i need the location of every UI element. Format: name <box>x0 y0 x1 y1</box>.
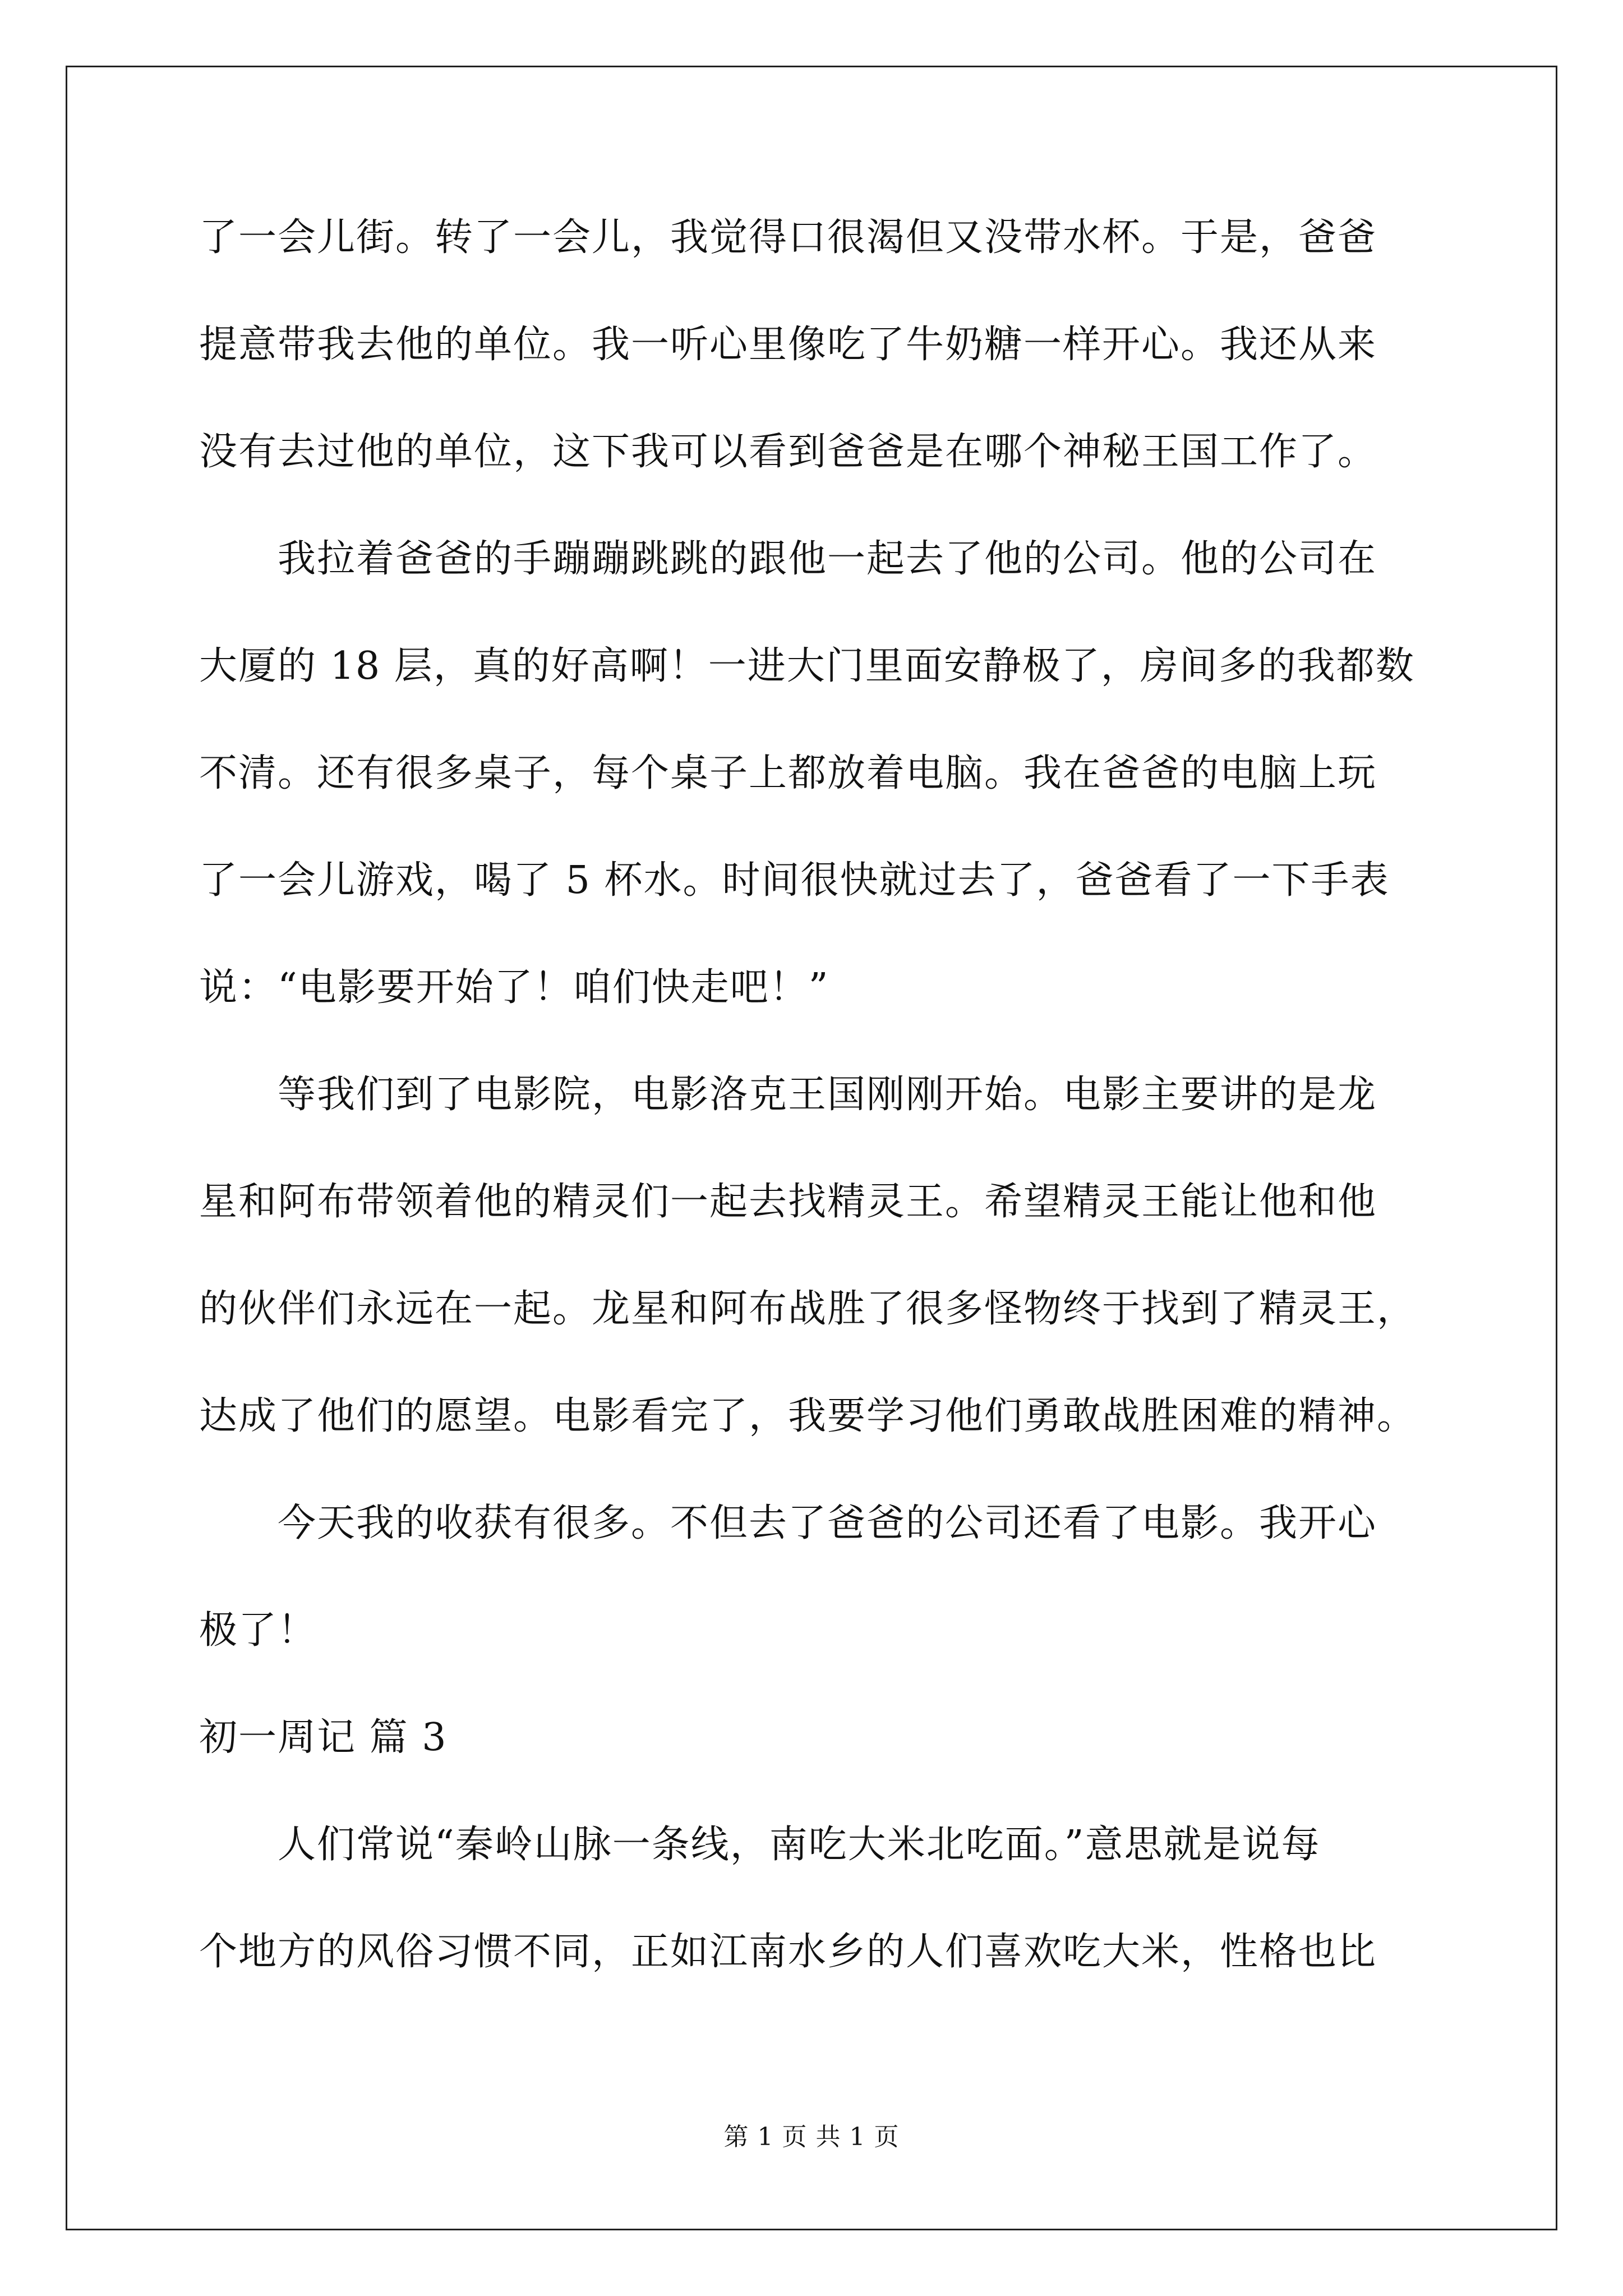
page-border <box>66 66 1557 2230</box>
text-line-11: 的伙伴们永远在一起。龙星和阿布战胜了很多怪物终于找到了精灵王， <box>199 1287 1417 1331</box>
text-line-4: 我拉着爸爸的手蹦蹦跳跳的跟他一起去了他的公司。他的公司在 <box>199 537 1377 581</box>
text-line-14: 极了！ <box>199 1608 317 1653</box>
text-line-10: 星和阿布带领着他的精灵们一起去找精灵王。希望精灵王能让他和他 <box>199 1180 1377 1224</box>
text-line-13: 今天我的收获有很多。不但去了爸爸的公司还看了电影。我开心 <box>199 1501 1377 1545</box>
text-line-6: 不清。还有很多桌子，每个桌子上都放着电脑。我在爸爸的电脑上玩 <box>199 751 1377 795</box>
text-line-8: 说：“电影要开始了！咱们快走吧！” <box>199 965 829 1010</box>
text-line-9: 等我们到了电影院，电影洛克王国刚刚开始。电影主要讲的是龙 <box>199 1073 1377 1117</box>
text-line-17: 个地方的风俗习惯不同，正如江南水乡的人们喜欢吃大米，性格也比 <box>199 1930 1377 1974</box>
text-line-2: 提意带我去他的单位。我一听心里像吃了牛奶糖一样开心。我还从来 <box>199 323 1377 367</box>
text-line-16: 人们常说“秦岭山脉一条线，南吃大米北吃面。”意思就是说每 <box>199 1823 1321 1867</box>
text-line-12: 达成了他们的愿望。电影看完了，我要学习他们勇敢战胜困难的精神。 <box>199 1394 1417 1438</box>
text-line-3: 没有去过他的单位，这下我可以看到爸爸是在哪个神秘王国工作了。 <box>199 430 1377 474</box>
page-footer: 第 1 页 共 1 页 <box>723 2123 900 2151</box>
text-line-7: 了一会儿游戏，喝了 5 杯水。时间很快就过去了，爸爸看了一下手表 <box>199 858 1390 903</box>
section-heading: 初一周记 篇 3 <box>199 1715 448 1760</box>
text-line-5: 大厦的 18 层，真的好高啊！一进大门里面安静极了，房间多的我都数 <box>199 644 1415 688</box>
text-line-1: 了一会儿街。转了一会儿，我觉得口很渴但又没带水杯。于是，爸爸 <box>199 215 1377 260</box>
